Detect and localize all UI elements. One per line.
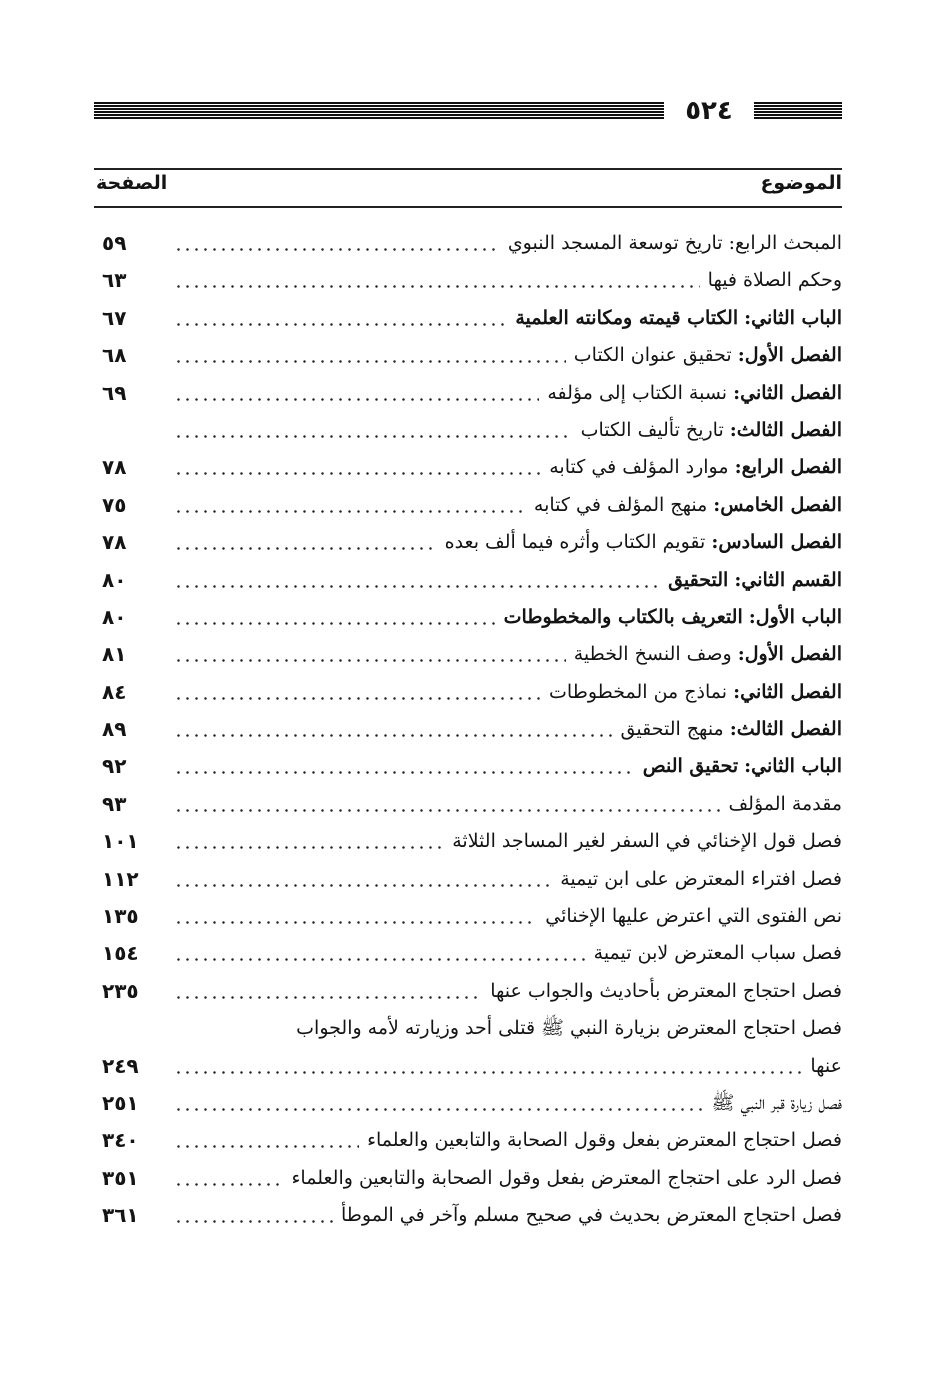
- toc-entry-text: فصل زيارة قبر النبي ﷺ: [711, 1091, 842, 1114]
- toc-entry: [94, 226, 842, 263]
- toc-page-number: ٦٨: [102, 343, 127, 368]
- toc-page-number: ٢٤٩: [102, 1053, 139, 1078]
- toc-entry-text: نص الفتوى التي اعترض عليها الإخنائي: [545, 905, 842, 928]
- toc-entry-body: [174, 301, 842, 335]
- toc-entry-label: الفصل الثاني:: [733, 680, 842, 703]
- toc-entry-body: [174, 824, 842, 858]
- toc-entry: [94, 1161, 842, 1198]
- toc-entry-body: [174, 376, 842, 410]
- header-rule-right: [754, 102, 842, 120]
- toc-page-number: ٨٩: [102, 717, 127, 742]
- toc-entry-title: [721, 787, 843, 821]
- toc-entry-text: مقدمة المؤلف: [728, 792, 842, 815]
- toc-page-number: ٣٥١: [102, 1165, 139, 1190]
- toc-page-number: ١٥٤: [102, 941, 139, 966]
- toc-entry: [94, 450, 842, 487]
- toc-page-number: ٨٤: [102, 679, 127, 704]
- dot-leader: [174, 749, 635, 783]
- toc-entry-body: [174, 1161, 842, 1195]
- toc-entry: [94, 338, 842, 375]
- toc-entry: [94, 1086, 842, 1123]
- toc-entry-text: منهج التحقيق: [620, 718, 724, 741]
- toc-entry-text: التحقيق: [668, 568, 729, 591]
- toc-entry-title: [573, 413, 842, 447]
- dot-leader: [174, 936, 586, 970]
- toc-entry-body: [174, 1123, 842, 1157]
- dot-leader: [174, 899, 537, 933]
- toc-entry-text: نماذج من المخطوطات: [549, 680, 728, 703]
- toc-entry-title: [507, 301, 842, 335]
- dot-leader: [174, 338, 566, 372]
- dot-leader: [174, 450, 541, 484]
- dot-leader: [174, 712, 613, 746]
- toc-entry-body: [174, 899, 842, 933]
- toc-page-number: ٦٣: [102, 268, 127, 293]
- toc-entry-text: تقويم الكتاب وأثره فيما ألف بعده: [444, 531, 706, 554]
- toc-page-number: ٦٧: [102, 305, 127, 330]
- dot-leader: [174, 862, 552, 896]
- toc-entry-text: منهج المؤلف في كتابه: [533, 493, 708, 516]
- toc-entry-title: [700, 263, 842, 297]
- dot-leader: [174, 1049, 802, 1083]
- dot-leader: [174, 600, 496, 634]
- dot-leader: [174, 563, 660, 597]
- toc-entry: [94, 488, 842, 525]
- toc-page-number: ٢٥١: [102, 1090, 139, 1115]
- toc-entry: [94, 899, 842, 936]
- toc-entry-body: [174, 1086, 842, 1120]
- toc-entry-label: الباب الثاني:: [744, 755, 842, 778]
- dot-leader: [174, 413, 573, 447]
- toc-entry-body: [174, 787, 842, 821]
- toc-entry-title: [541, 450, 842, 484]
- toc-entry-text: فصل احتجاج المعترض بفعل وقول الصحابة والتابعين والعلماء: [367, 1129, 842, 1152]
- toc-entry-title: [566, 637, 842, 671]
- toc-page-number: ١٣٥: [102, 904, 139, 929]
- toc-entry: [94, 600, 842, 637]
- dot-leader: [174, 824, 444, 858]
- toc-entry-body: [174, 263, 842, 297]
- toc-entry-title: [333, 1198, 842, 1232]
- toc-entry-title: [539, 376, 842, 410]
- toc-entry: [94, 675, 842, 712]
- toc-page-number: ٦٩: [102, 380, 127, 405]
- toc-entry-title: [704, 1086, 843, 1120]
- toc-entry-title: [635, 749, 842, 783]
- heading-rule-top: [94, 168, 842, 170]
- toc-entry-text: نسبة الكتاب إلى مؤلفه: [547, 381, 728, 404]
- toc-entry-body: [174, 749, 842, 783]
- toc-entry-title: [496, 600, 842, 634]
- toc-entry-text: تحقيق النص: [642, 755, 739, 778]
- toc-entry-text: عنها: [810, 1054, 842, 1077]
- toc-entry-text: فصل احتجاج المعترض بزيارة النبي ﷺ قتلى أحد وزيارته لأمه والجواب: [296, 1017, 842, 1040]
- toc-entry-text: فصل احتجاج المعترض بحديث في صحيح مسلم وآخر في الموطأ: [340, 1204, 842, 1227]
- toc-entry: [94, 936, 842, 973]
- toc-page-number: ٣٤٠: [102, 1128, 139, 1153]
- toc-entry-body: [174, 413, 842, 447]
- toc-entry-text: فصل سباب المعترض لابن تيمية: [593, 942, 842, 965]
- toc-entry: [94, 563, 842, 600]
- toc-entry-body: [174, 712, 842, 746]
- toc-page-number: ٢٣٥: [102, 978, 139, 1003]
- toc-entry: [94, 1123, 842, 1160]
- dot-leader: [174, 1086, 704, 1120]
- toc-page-number: ٨٠: [102, 567, 127, 592]
- toc-entry-body: [174, 488, 842, 522]
- header-rule-left: [94, 102, 664, 120]
- toc-entry-body: [174, 525, 842, 559]
- toc-entry-label: الفصل الأول:: [737, 344, 842, 367]
- toc-entry-text: فصل احتجاج المعترض بأحاديث والجواب عنها: [490, 979, 842, 1002]
- toc-page-number: ٧٨: [102, 455, 127, 480]
- toc-entry: [94, 301, 842, 338]
- dot-leader: [174, 675, 541, 709]
- dot-leader: [174, 787, 721, 821]
- toc-entry-label: الفصل الأول:: [737, 643, 842, 666]
- toc-entry: [94, 749, 842, 786]
- toc-entry-text: تحقيق عنوان الكتاب: [573, 344, 732, 367]
- toc-page-number: ٩٢: [102, 754, 127, 779]
- toc-entry-title: [359, 1123, 842, 1157]
- toc-entry-label: الباب الأول:: [748, 605, 842, 628]
- toc-entry-text: المبحث الرابع: تاريخ توسعة المسجد النبوي: [507, 232, 842, 254]
- toc-page-number: ١١٢: [102, 866, 139, 891]
- column-headings: [94, 168, 842, 208]
- toc-entry: [94, 1198, 842, 1235]
- toc-entry: [94, 974, 842, 1011]
- toc-page-number: ٨١: [102, 642, 127, 667]
- toc-entry-body: [174, 936, 842, 970]
- toc-entry: [94, 1011, 842, 1048]
- toc-entry-title: [566, 338, 842, 372]
- toc-entry-body: [174, 1198, 842, 1232]
- toc-entry-body: [174, 974, 842, 1008]
- toc-entry: [94, 862, 842, 899]
- toc-entry-text: وصف النسخ الخطية: [573, 643, 732, 666]
- toc-entry-body: [174, 1049, 842, 1083]
- toc-entry-body: [174, 450, 842, 484]
- toc-entry-body: [174, 338, 842, 372]
- dot-leader: [174, 525, 437, 559]
- toc-entry-label: الفصل الخامس:: [713, 493, 842, 516]
- toc-entry-title: [613, 712, 843, 746]
- dot-leader: [174, 376, 539, 410]
- toc-entry-title: [660, 563, 842, 597]
- toc-entry-title: [541, 675, 842, 709]
- toc-entry-text: تاريخ تأليف الكتاب: [580, 418, 724, 441]
- dot-leader: [174, 488, 526, 522]
- toc-entry-title: [537, 899, 842, 933]
- toc-entry-body: [174, 563, 842, 597]
- toc-page-number: ٧٥: [102, 492, 127, 517]
- toc-entry-body: [174, 226, 842, 260]
- dot-leader: [174, 1198, 333, 1232]
- toc-entry: [94, 263, 842, 300]
- dot-leader: [174, 263, 700, 297]
- toc-entry-title: [444, 824, 842, 858]
- toc-entry-body: [174, 862, 842, 896]
- toc-entry-text: وحكم الصلاة فيها: [707, 269, 842, 292]
- toc-entry-label: الباب الثاني:: [744, 306, 842, 329]
- toc-entry-label: الفصل الثاني:: [733, 381, 842, 404]
- toc-entry-text: التعريف بالكتاب والمخطوطات: [503, 605, 743, 628]
- dot-leader: [174, 1161, 284, 1195]
- toc-entry: [94, 637, 842, 674]
- toc-entry: [94, 1049, 842, 1086]
- toc-entry-title: [284, 1161, 843, 1195]
- table-of-contents: [94, 226, 842, 1236]
- toc-page-number: ٩٣: [102, 791, 127, 816]
- toc-entry-label: الفصل الثالث:: [729, 718, 842, 741]
- toc-page-number: ٥٩: [102, 231, 127, 255]
- toc-entry-title: [288, 1011, 842, 1045]
- toc-entry: [94, 787, 842, 824]
- toc-entry-title: [802, 1049, 842, 1083]
- dot-leader: [174, 1123, 359, 1157]
- toc-entry-text: فصل افتراء المعترض على ابن تيمية: [560, 867, 842, 890]
- heading-rule-bottom: [94, 206, 842, 208]
- toc-entry-body: [174, 675, 842, 709]
- toc-entry-text: فصل قول الإخنائي في السفر لغير المساجد الثلاثة: [452, 830, 842, 853]
- running-header: [94, 94, 842, 128]
- dot-leader: [174, 974, 482, 1008]
- toc-entry-text: الكتاب قيمته ومكانته العلمية: [515, 306, 739, 329]
- toc-entry-label: الفصل الثالث:: [729, 418, 842, 441]
- toc-entry-title: [482, 974, 842, 1008]
- toc-entry-title: [526, 488, 842, 522]
- toc-entry-body: [94, 1011, 842, 1045]
- toc-entry: [94, 413, 842, 450]
- toc-entry-title: [586, 936, 842, 970]
- toc-page-number: ٧٨: [102, 530, 127, 555]
- dot-leader: [174, 637, 566, 671]
- page-column-heading: الصفحة: [96, 172, 168, 194]
- toc-entry-text: فصل الرد على احتجاج المعترض بفعل وقول الصحابة والتابعين والعلماء: [291, 1166, 842, 1189]
- toc-entry-label: الفصل السادس:: [711, 531, 842, 554]
- toc-entry-body: [174, 600, 842, 634]
- toc-entry-title: [552, 862, 842, 896]
- toc-entry-label: الفصل الرابع:: [734, 456, 842, 479]
- toc-entry: [94, 712, 842, 749]
- toc-entry-title: [500, 226, 842, 260]
- toc-page-number: ٣٦١: [102, 1203, 139, 1228]
- page-number: ٥٢٤: [685, 96, 733, 126]
- toc-entry: [94, 824, 842, 861]
- toc-entry-text: موارد المؤلف في كتابه: [549, 456, 729, 479]
- toc-page-number: ١٠١: [102, 829, 139, 854]
- topic-column-heading: الموضوع: [760, 172, 842, 194]
- toc-entry: [94, 376, 842, 413]
- toc-page-number: ٨٠: [102, 604, 127, 629]
- toc-entry-body: [174, 637, 842, 671]
- toc-entry-label: القسم الثاني:: [734, 568, 842, 591]
- toc-entry-title: [437, 525, 842, 559]
- dot-leader: [174, 301, 507, 335]
- dot-leader: [174, 226, 500, 260]
- toc-entry: [94, 525, 842, 562]
